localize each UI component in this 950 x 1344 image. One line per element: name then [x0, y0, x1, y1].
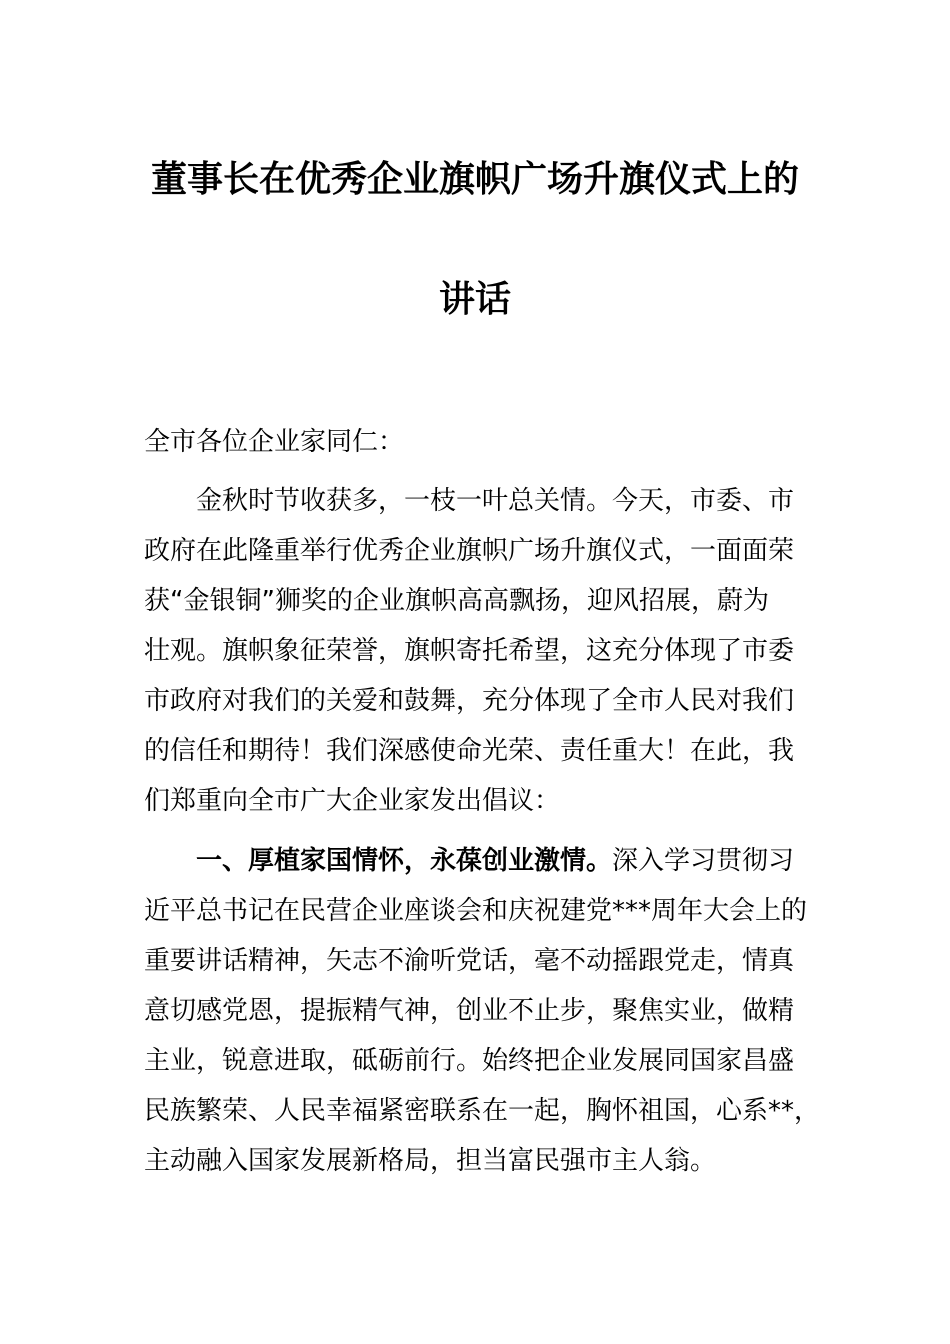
- paragraph-2-heading: 一、厚植家国情怀，永葆创业激情。: [196, 846, 613, 876]
- paragraph-1-line: 获“金银铜”狮奖的企业旗帜高高飘扬，迎风招展，蔚为: [144, 586, 769, 616]
- paragraph-1-line: 金秋时节收获多，一枝一叶总关情。今天，市委、市: [196, 486, 795, 516]
- paragraph-1: [144, 476, 808, 826]
- document-title-line-1: 董事长在优秀企业旗帜广场升旗仪式上的: [150, 159, 799, 200]
- paragraph-2-line: [144, 836, 808, 886]
- document-title-line-2: 讲话: [438, 279, 511, 320]
- paragraph-2: [144, 836, 821, 1186]
- salutation: 全市各位企业家同仁：: [144, 427, 405, 457]
- paragraph-2-line: 近平总书记在民营企业座谈会和庆祝建党***周年大会上的: [144, 896, 808, 926]
- paragraph-1-line: 的信任和期待！我们深感使命光荣、责任重大！在此，我: [144, 736, 795, 766]
- paragraph-2-first-text: 深入学习贯彻习: [612, 846, 795, 876]
- paragraph-1-line: 壮观。旗帜象征荣誉，旗帜寄托希望，这充分体现了市委: [144, 636, 795, 666]
- paragraph-2-line: 主动融入国家发展新格局，担当富民强市主人翁。: [144, 1146, 717, 1176]
- paragraph-1-line: 市政府对我们的关爱和鼓舞，充分体现了全市人民对我们: [144, 686, 795, 716]
- paragraph-1-line: 们郑重向全市广大企业家发出倡议：: [144, 786, 561, 816]
- paragraph-2-line: 民族繁荣、人民幸福紧密联系在一起，胸怀祖国，心系**，: [144, 1096, 821, 1126]
- paragraph-2-line: 主业，锐意进取，砥砺前行。始终把企业发展同国家昌盛: [144, 1046, 795, 1076]
- paragraph-1-line: 政府在此隆重举行优秀企业旗帜广场升旗仪式，一面面荣: [144, 536, 795, 566]
- paragraph-2-line: 意切感党恩，提振精气神，创业不止步，聚焦实业，做精: [144, 996, 795, 1026]
- paragraph-2-line: 重要讲话精神，矢志不渝听党话，毫不动摇跟党走，情真: [144, 946, 795, 976]
